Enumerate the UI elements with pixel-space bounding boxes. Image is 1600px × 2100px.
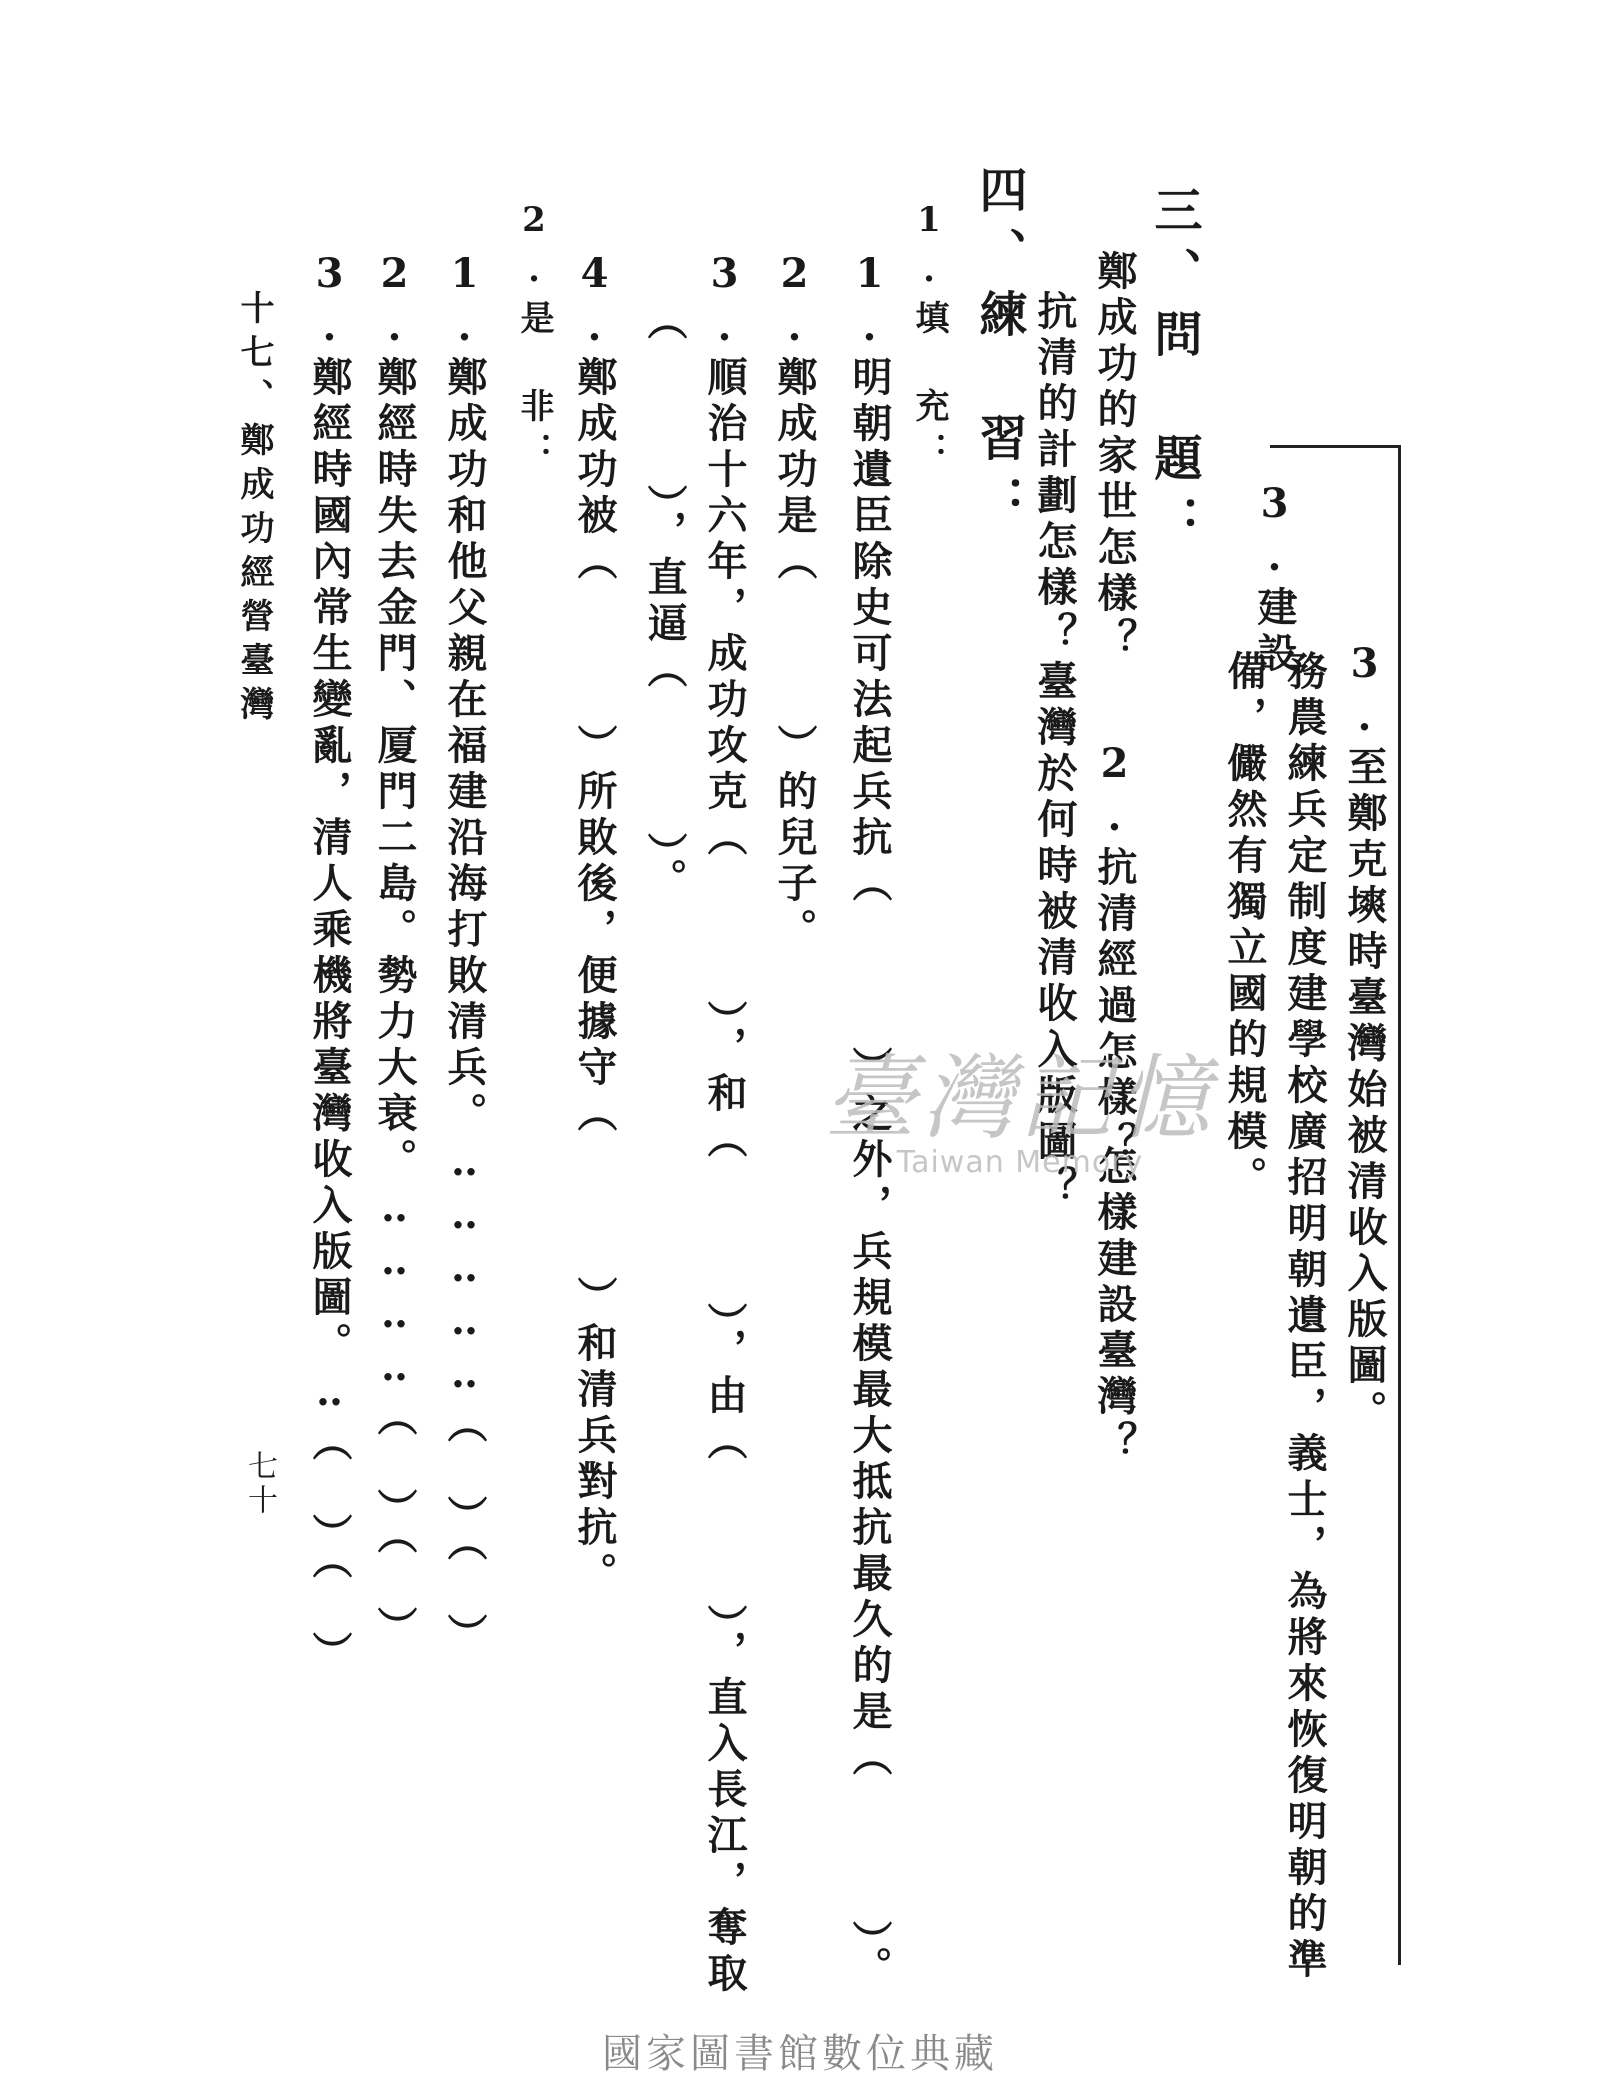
top-bracket-vertical — [1398, 445, 1401, 1965]
question-1-continued: 抗清的計劃怎樣？ — [1031, 290, 1078, 658]
question-3: 3.建設 — [1251, 480, 1298, 678]
fill-in-item-2: 2.鄭成功是（ ）的兒子。 — [771, 250, 818, 954]
note-line-1: 3.至鄭克塽時臺灣始被清收入版圖。 — [1341, 640, 1388, 1436]
section3-heading: 三、問 題： — [1146, 185, 1202, 557]
true-false-item-1: 1.鄭成功和他父親在福建沿海打敗清兵。‥‥‥‥‥（ ）（ ） — [441, 250, 488, 1659]
running-title: 十七、鄭成功經營臺灣 — [234, 290, 274, 730]
fill-in-item-1: 1.明朝遺臣除史可法起兵抗（ ）之外，兵規模最大抵抗最久的是（ ）。 — [846, 250, 893, 1992]
watermark-sub-text: Taiwan Memory — [896, 1145, 1144, 1180]
watermark-main-text: 臺灣記憶 — [823, 1045, 1216, 1152]
section4-heading: 四、練 習： — [971, 165, 1027, 537]
page-number: 七十 — [242, 1450, 277, 1518]
top-bracket-line — [1270, 445, 1400, 448]
question-3-continued: 怎樣建設臺灣？ — [1091, 1145, 1138, 1467]
taiwan-memory-watermark — [790, 1025, 1250, 1180]
fill-in-item-3-continued: （ ），直逼（ ）。 — [641, 300, 688, 904]
note-line-2: 務農練兵定制度建學校廣招明朝遺臣，義士，為將來恢復明朝的準 — [1281, 650, 1328, 1984]
question-2-continued: 臺灣於何時被清收入版圖？ — [1031, 660, 1078, 1212]
question-2: 2.抗清經過怎樣？ — [1091, 740, 1138, 1168]
true-false-heading: 2.是 非： — [514, 200, 554, 476]
true-false-item-2: 2.鄭經時失去金門、厦門二島。勢力大衰。‥‥‥‥（ ）（ ） — [371, 250, 418, 1652]
true-false-item-3: 3.鄭經時國內常生變亂，清人乘機將臺灣收入版圖。‥（ ）（ ） — [306, 250, 353, 1677]
question-1: 鄭成功的家世怎樣？ — [1091, 250, 1138, 664]
note-line-3: 備，儼然有獨立國的規模。 — [1221, 650, 1268, 1202]
fill-in-item-3: 3.順治十六年，成功攻克（ ），和（ ），由（ ），直入長江，奪取 — [701, 250, 748, 1998]
fill-in-item-4: 4.鄭成功被（ ）所敗後，便據守（ ）和清兵對抗。 — [571, 250, 618, 1598]
fill-in-heading: 1.填 充： — [909, 200, 949, 476]
library-footer: 國家圖書館數位典藏 — [602, 2031, 998, 2077]
